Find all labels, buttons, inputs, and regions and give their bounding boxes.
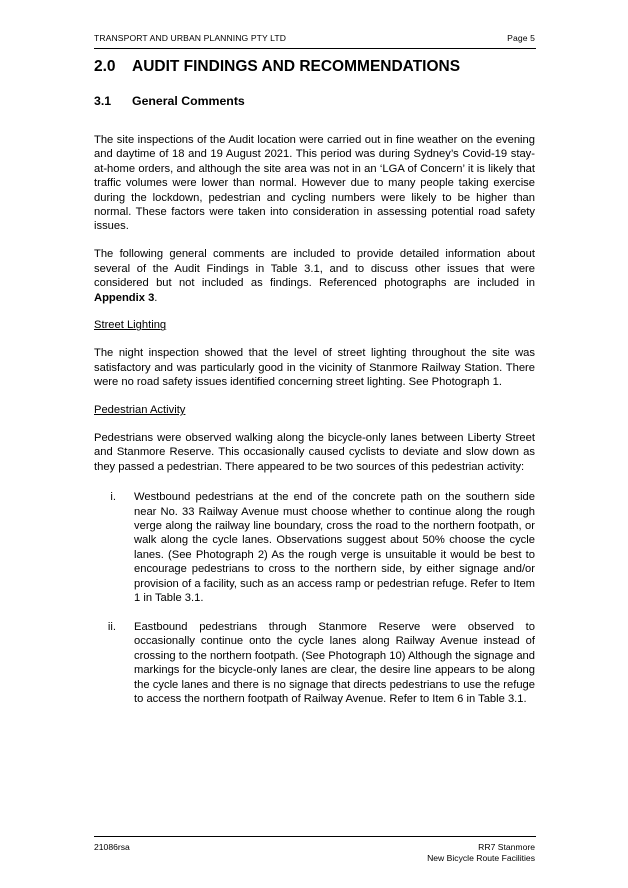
footer-reference: 21086rsa xyxy=(94,842,130,852)
company-name: TRANSPORT AND URBAN PLANNING PTY LTD xyxy=(94,33,287,43)
paragraph-general-comments-text: The following general comments are included to provide detailed information about several of the Audit Findings in Table 3.1, and to discuss other issues that were considered but not included as findings. Referenced photographs are included in xyxy=(94,248,535,290)
list-item xyxy=(94,620,535,706)
page-number: Page 5 xyxy=(507,33,535,43)
paragraph-pedestrian-activity: Pedestrians were observed walking along the bicycle-only lanes between Liberty Street and Stanmore Reserve. This occasionally caused cyclists to deviate and slow down as they passed a pedestrian. There appeared to be two sources of this pedestrian activity: xyxy=(94,432,535,473)
pedestrian-sources-list xyxy=(94,490,535,706)
street-lighting-heading: Street Lighting xyxy=(94,319,167,332)
paragraph-general-comments-end: . xyxy=(154,291,158,304)
list-item-text: Eastbound pedestrians through Stanmore Reserve were observed to occasionally continue onto the cycle lanes along Railway Avenue instead of crossing to the northern footpath. (See Photograph 10) Although the signage and markings for the bicycle-only lanes are clear, the desire line appears to be along the cycle lanes and there is no signage that directs pedestrians to use the refuge to access the northern footpath of Railway Avenue. Refer to Item 6 in Table 3.1. xyxy=(134,620,535,705)
subsection-heading xyxy=(94,94,245,108)
list-marker: i. xyxy=(110,491,116,504)
paragraph-site-inspections: The site inspections of the Audit location were carried out in fine weather on the evening and daytime of 18 and 19 August 2021. This period was during Sydney’s Covid-19 stay-at-home orders, and although the site area was not in an ‘LGA of Concern’ it is likely that traffic volumes were lower than normal. However due to many people taking exercise during the lockdown, pedestrian and cycling numbers were likely to be higher than normal. These factors were taken into consideration in assessing potential road safety issues. xyxy=(94,134,535,233)
footer-rule xyxy=(94,836,536,837)
paragraph-general-comments xyxy=(94,247,535,305)
appendix-reference: Appendix 3 xyxy=(94,291,155,304)
subsection-title: General Comments xyxy=(132,94,245,108)
list-item xyxy=(94,490,535,605)
subsection-number: 3.1 xyxy=(94,94,112,108)
footer-project-line2: New Bicycle Route Facilities xyxy=(427,852,535,863)
header-rule xyxy=(94,48,536,49)
section-heading xyxy=(94,58,460,76)
body-content xyxy=(94,133,535,721)
paragraph-street-lighting: The night inspection showed that the level of street lighting throughout the site was satisfactory and was particularly good in the vicinity of Stanmore Railway Station. There were no road safety issues identified concerning street lighting. See Photograph 1. xyxy=(94,347,535,389)
footer-project-line1: RR7 Stanmore xyxy=(478,842,535,852)
list-item-text: Westbound pedestrians at the end of the concrete path on the southern side near No. 33 Railway Avenue must choose whether to continue along the rough verge along the railway line boundary, cross the road to the northern footpath, or walk along the cycle lanes. Observations suggest about 50% choose the cycle lanes. (See Photograph 2) As the rough verge is unsuitable it would be best to encourage pedestrians to cross to the northern side, by either signage and/or provision of a facility, such as an access ramp or pedestrian refuge. Refer to Item 1 in Table 3.1. xyxy=(134,491,535,605)
section-title: AUDIT FINDINGS AND RECOMMENDATIONS xyxy=(132,58,461,75)
pedestrian-activity-heading: Pedestrian Activity xyxy=(94,404,186,417)
section-number: 2.0 xyxy=(94,58,116,75)
footer-project xyxy=(400,842,535,864)
list-marker: ii. xyxy=(107,620,116,633)
